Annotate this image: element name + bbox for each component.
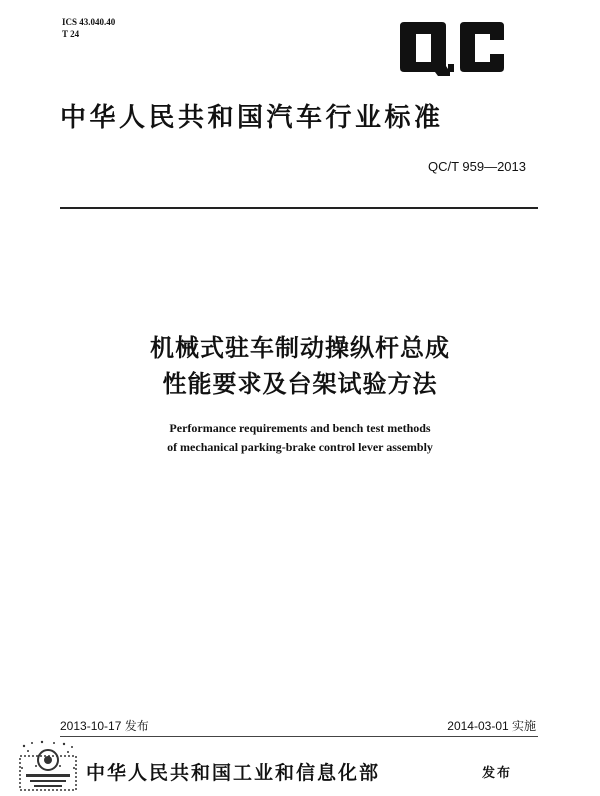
classification-codes bbox=[62, 16, 115, 40]
title-chinese bbox=[0, 330, 600, 402]
header-divider bbox=[60, 207, 538, 209]
class-code: T 24 bbox=[62, 29, 80, 39]
qc-logo bbox=[398, 20, 506, 78]
footer-divider bbox=[60, 736, 538, 737]
title-en-line-1: Performance requirements and bench test methods bbox=[169, 421, 431, 435]
title-cn-line-1: 机械式驻车制动操纵杆总成 bbox=[150, 334, 450, 362]
ministry-seal-icon bbox=[16, 738, 80, 794]
ics-code: ICS 43.040.40 bbox=[62, 17, 116, 27]
title-cn-line-2: 性能要求及台架试验方法 bbox=[162, 370, 438, 398]
title-english bbox=[0, 419, 600, 457]
implementation-date: 2014-03-01 实施 bbox=[447, 719, 536, 733]
issue-date: 2013-10-17 发布 bbox=[60, 719, 149, 733]
standard-number: QC/T 959—2013 bbox=[427, 159, 526, 174]
standard-category: 中华人民共和国汽车行业标准 bbox=[60, 103, 444, 133]
publish-label: 发布 bbox=[482, 766, 513, 781]
issuing-authority: 中华人民共和国工业和信息化部 bbox=[86, 762, 381, 784]
title-en-line-2: of mechanical parking-brake control lever assembly bbox=[167, 440, 433, 454]
